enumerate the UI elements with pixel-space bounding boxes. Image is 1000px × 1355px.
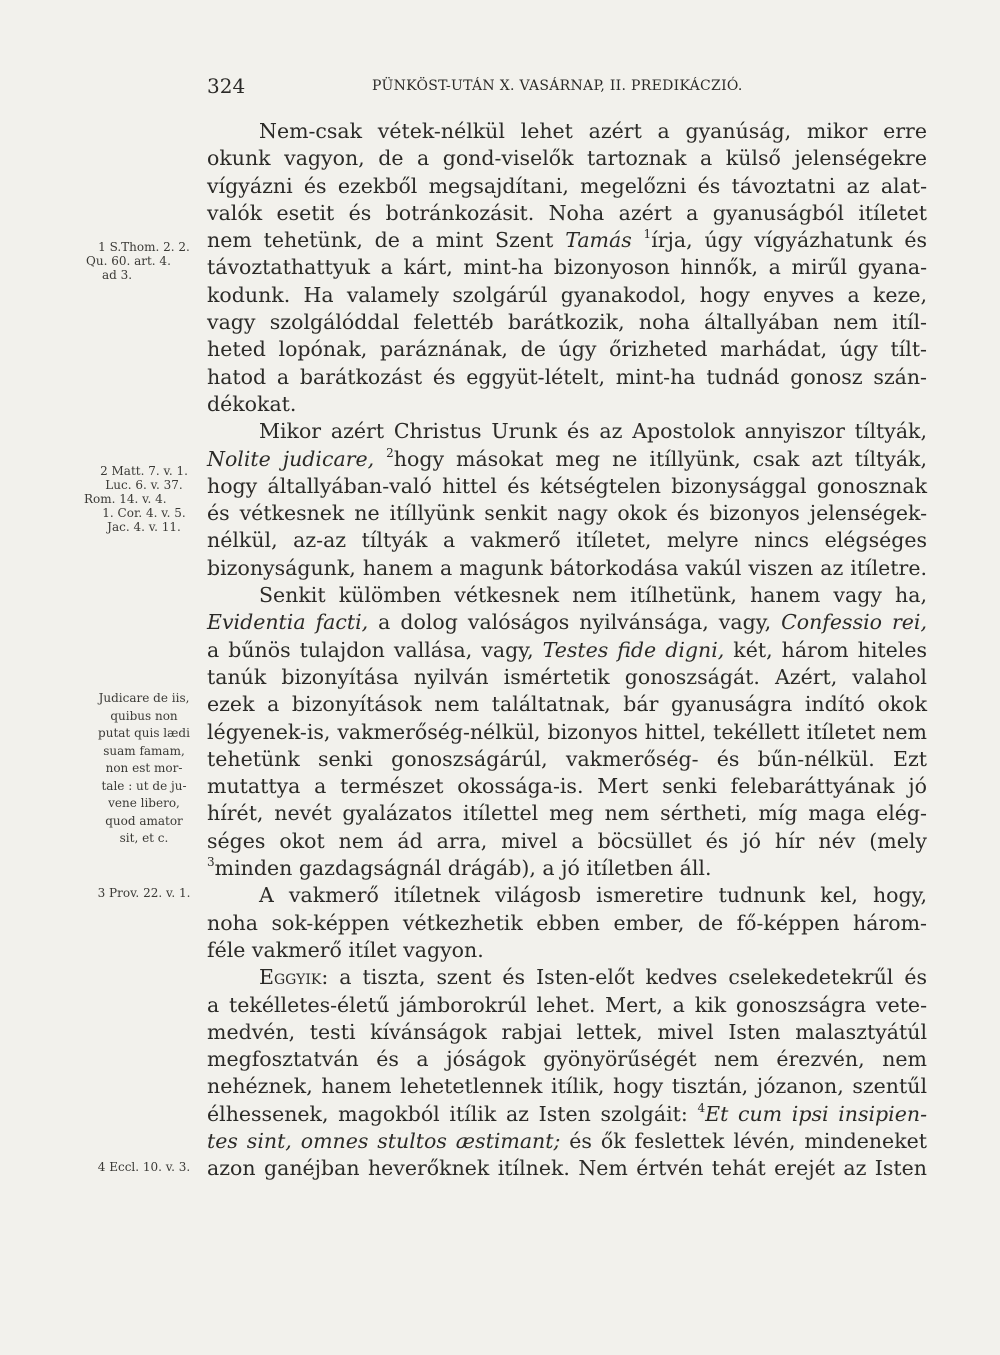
page-number: 324 (207, 74, 246, 98)
margin-note-line: ad 3. (102, 268, 133, 282)
margin-note-line: vene libero, (108, 796, 180, 810)
text-line: vagy szolgálóddal felettéb barátkozik, noha általlyában nem itíl- (207, 310, 927, 335)
text-line: vígyázni és ezekből megsajdítani, megelőzni és távoztatni az alat- (207, 173, 927, 198)
text-line: A vakmerő itíletnek világosb ismeretire tudnunk kel, hogy, (259, 883, 927, 908)
text-line: ezek a bizonyítások nem találtatnak, bár gyanuságra indító okok (207, 692, 927, 717)
text-segment: Tamás (565, 228, 632, 253)
footnote-ref: 2 (386, 445, 394, 460)
margin-note-5 (84, 1160, 204, 1174)
text-line (207, 227, 927, 254)
text-segment: a tiszta, szent és Isten-előt kedves cselekedetekrűl és (339, 965, 927, 990)
text-line: hírét, nevét gyalázatos itílettel meg nem sértheti, míg maga elég- (207, 801, 927, 826)
margin-note-line: quibus non (110, 708, 178, 723)
text-line: tanúk bizonyítása nyilván ismértetik gonoszságát. Azért, valahol (207, 664, 927, 689)
text-segment: Et cum ipsi insipien- (705, 1101, 927, 1126)
text-line: és vétkesnek ne itíllyünk senkit nagy okok és bizonyos jelenségek- (207, 501, 927, 526)
footnote-ref: 1 (643, 227, 652, 242)
text-line: nélkül, az-az tíltyák a vakmerő itíletet, melyre nincs elégséges (207, 528, 927, 553)
margin-note-4 (84, 886, 204, 900)
margin-note-line: Luc. 6. v. 37. (105, 478, 183, 492)
text-line: légyenek-is, vakmerőség-nélkül, bizonyos hittel, tekéllett itíletet nem (207, 719, 927, 744)
text-line: megfosztatván és a jóságok gyönyörűségét nem érezvén, nem (207, 1047, 927, 1072)
text-segment: hogy másokat meg ne itíllyünk, csak azt tíltyák, (393, 446, 927, 471)
margin-note-line: quod amator (105, 813, 183, 828)
text-line: hogy általlyában-való hittel és kétségtelen bizonysággal gonosznak (207, 473, 927, 498)
text-line: Senkit külömben vétkesnek nem itílhetünk, hanem vagy ha, (259, 583, 927, 608)
text-line (207, 1128, 927, 1155)
text-segment: minden gazdagságnál drágáb), a jó itíletben áll. (214, 856, 712, 881)
margin-note-line: suam famam, (103, 743, 185, 758)
margin-note-3 (84, 690, 204, 848)
page-header (0, 74, 1000, 102)
text-line: medvén, testi kívánságok rabjai lettek, mivel Isten malasztyátúl (207, 1019, 927, 1044)
margin-note-line: Qu. 60. art. 4. (86, 254, 171, 268)
margin-note-line: Rom. 14. v. 4. (84, 492, 167, 506)
margin-note-line: 4 Eccl. 10. v. 3. (97, 1160, 191, 1174)
text-segment: Confessio rei, (781, 610, 927, 635)
text-segment: Eggyik: (259, 965, 329, 990)
main-text (207, 118, 927, 1183)
text-line: Nem-csak vétek-nélkül lehet azért a gyanúság, mikor erre (259, 119, 927, 143)
text-segment: a bűnös tulajdon vallása, vagy, (207, 637, 534, 662)
text-segment: írja, úgy vígyázhatunk és (651, 228, 927, 253)
text-line (207, 637, 927, 664)
text-line: a tekélletes-életű jámborokrúl lehet. Mert, a kik gonoszságra vete- (207, 992, 927, 1017)
text-line: hatod a barátkozást és eggyüt-lételt, mint-ha tudnád gonosz szán- (207, 364, 927, 389)
text-segment: élhessenek, magokból itílik az Isten szolgáit: (207, 1101, 688, 1126)
text-line: kodunk. Ha valamely szolgárúl gyanakodol, hogy enyves a keze, (207, 282, 927, 307)
footnote-ref: 4 (697, 1100, 706, 1115)
running-title: PÜNKÖST-UTÁN X. VASÁRNAP, II. PREDIKÁCZIÓ. (372, 78, 743, 94)
text-line: mutattya a természet okossága-is. Mert senki felebaráttyának jó (207, 774, 927, 799)
text-line (207, 964, 927, 991)
margin-note-line: Jac. 4. v. 11. (107, 520, 181, 534)
text-line: séges okot nem ád arra, mivel a böcsüllet és jó hír név (mely (207, 828, 927, 853)
margin-note-line: 1. Cor. 4. v. 5. (102, 506, 186, 520)
text-segment: Evidentia facti, (207, 610, 369, 635)
footnote-ref: 3 (207, 855, 215, 870)
text-line: bizonyságunk, hanem a magunk bátorkodása vakúl viszen az itíletre. (207, 555, 927, 580)
margin-note-line: non est mor- (105, 761, 183, 775)
text-line: okunk vagyon, de a gond-viselők tartoznak a külső jelenségekre (207, 146, 927, 171)
margin-note-line: sit, et c. (119, 831, 169, 845)
margin-note-2 (84, 464, 204, 534)
text-segment: tes sint, omnes stultos æstimant; (207, 1128, 561, 1153)
text-segment: nem tehetünk, de a mint Szent (207, 228, 566, 253)
text-line: nehéznek, hanem lehetetlennek itílik, hogy tisztán, józanon, szentűl (207, 1074, 927, 1099)
text-line (207, 446, 927, 473)
text-line: Mikor azért Christus Urunk és az Apostolok annyiszor tíltyák, (259, 419, 927, 444)
margin-note-line: tale : ut de ju- (101, 778, 187, 793)
text-line: tehetünk senki gonoszságárúl, vakmerőség- és bűn-nélkül. Ezt (207, 746, 927, 771)
margin-note-line: 3 Prov. 22. v. 1. (97, 886, 191, 900)
text-segment: Testes fide digni, (542, 637, 725, 662)
text-segment: Nolite judicare, (207, 446, 375, 471)
text-segment: két, három hiteles (733, 637, 927, 662)
text-line: dékokat. (207, 391, 297, 416)
text-line: valók esetit és botránkozásit. Noha azért a gyanuságból itíletet (207, 200, 927, 225)
text-line (207, 609, 927, 636)
margin-note-line: 1 S.Thom. 2. 2. (98, 240, 190, 254)
margin-note-line: putat quis lædi (98, 726, 190, 740)
text-line: féle vakmerő itílet vagyon. (207, 937, 484, 962)
text-line (207, 855, 927, 882)
text-line (207, 1101, 927, 1128)
text-line: távoztathattyuk a kárt, mint-ha bizonyoson hinnők, a mirűl gyana- (207, 255, 927, 280)
text-line: noha sok-képpen vétkezhetik ebben ember, de fő-képpen három- (207, 910, 927, 935)
margin-note-line: 2 Matt. 7. v. 1. (100, 464, 188, 478)
text-line: azon ganéjban heverőknek itílnek. Nem értvén tehát erejét az Isten (207, 1156, 927, 1181)
text-segment: a dolog valóságos nyilvánsága, vagy, (378, 610, 772, 635)
margin-note-1 (84, 240, 204, 282)
text-segment: és ők feslettek lévén, mindeneket (569, 1128, 927, 1153)
text-line: heted lopónak, paráznának, de úgy őrizheted marhádat, úgy tílt- (207, 337, 927, 362)
margin-note-line: Judicare de iis, (98, 691, 190, 705)
